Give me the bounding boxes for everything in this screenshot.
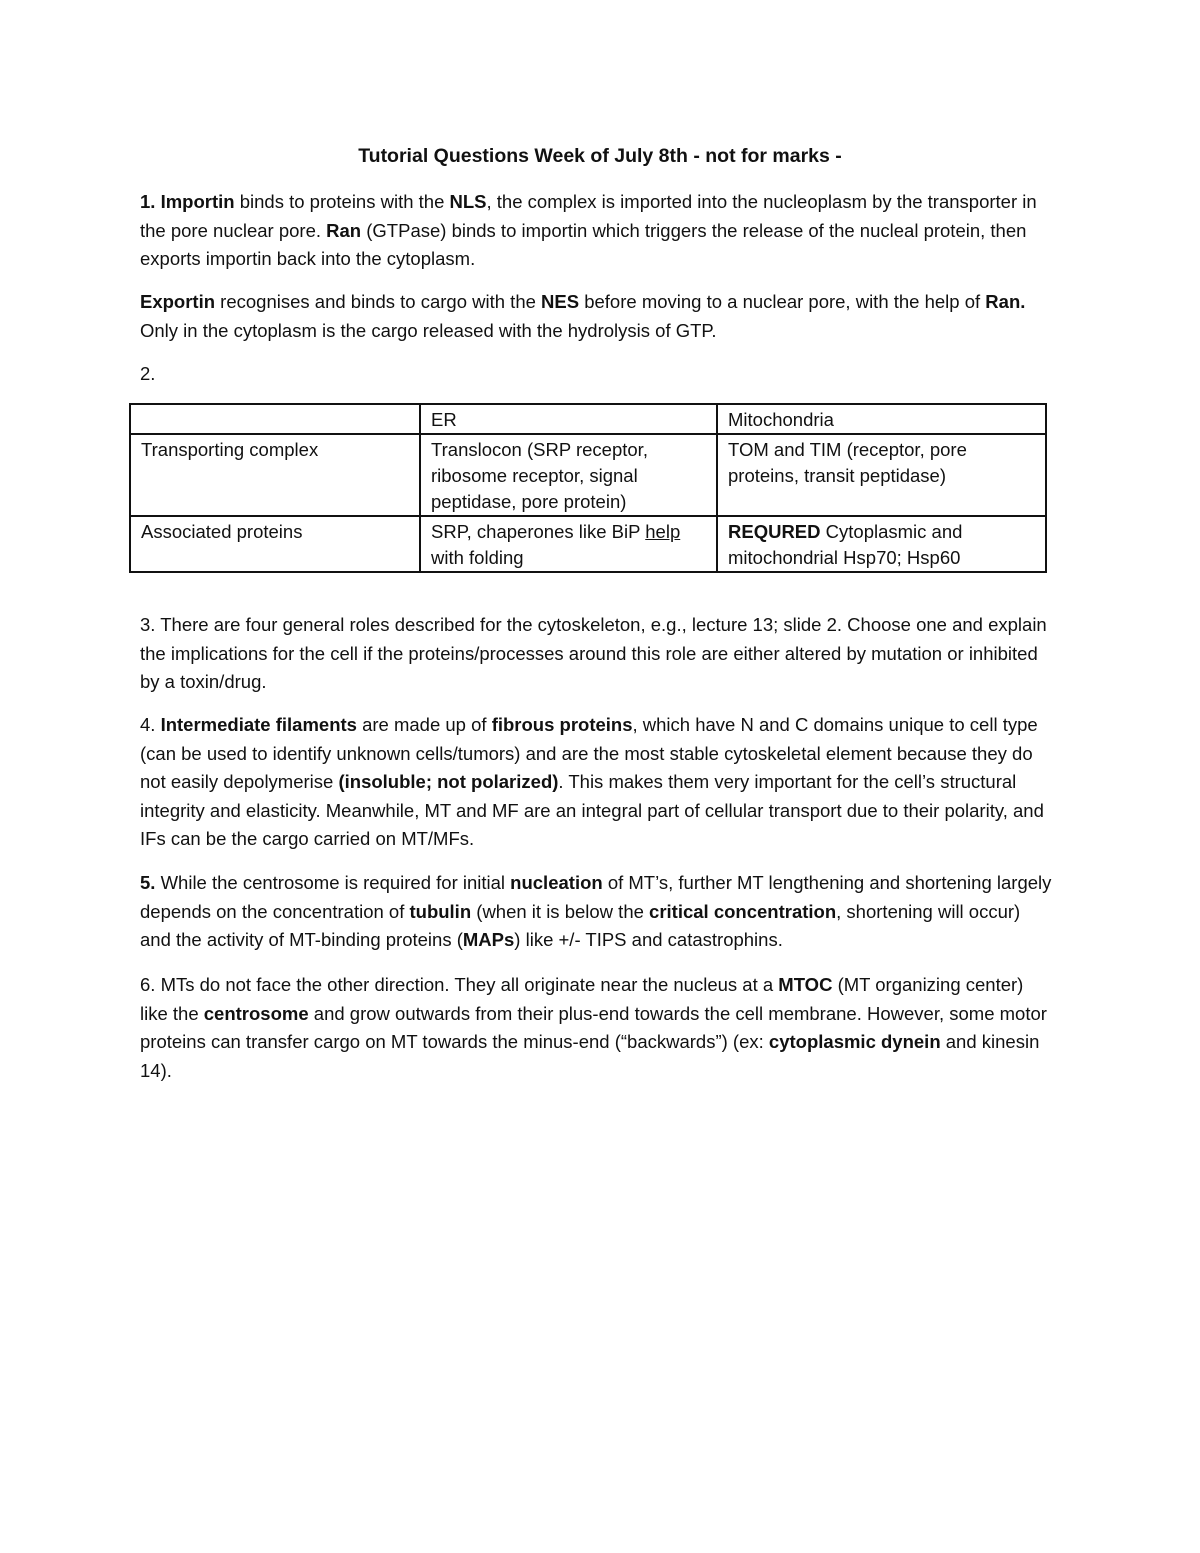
table-cell: REQURED Cytoplasmic and mitochondrial Hsp70; Hsp60: [717, 516, 1046, 572]
answer-5: 5. While the centrosome is required for initial nucleation of MT’s, further MT lengthening and shortening largely depends on the concentration of tubulin (when it is below the critical concentration, shortening will occur) and the activity of MT-binding proteins (MAPs) like +/- TIPS and catastrophins.: [140, 872, 1052, 951]
term-nls: NLS: [449, 191, 487, 212]
question-number: 6.: [140, 974, 156, 995]
term-exportin: Exportin: [140, 291, 216, 312]
table-cell: Translocon (SRP receptor, ribosome receptor, signal peptidase, pore protein): [420, 434, 717, 516]
answer-4: 4. Intermediate filaments are made up of fibrous proteins, which have N and C domains unique to cell type (can be used to identify unknown cells/tumors) and are the most stable cytoskeletal element because they do not easily depolymerise (insoluble; not polarized). This makes them very important for the cell’s structural integrity and elasticity. Meanwhile, MT and MF are an integral part of cellular transport due to their polarity, and IFs can be the cargo carried on MT/MFs.: [140, 714, 1044, 850]
question-number: 3.: [140, 614, 156, 635]
answer-1-importin: 1. Importin binds to proteins with the NLS, the complex is imported into the nucleoplasm by the transporter in the pore nuclear pore. Ran (GTPase) binds to importin which triggers the release of the nucleal protein, then exports importin back into the cytoplasm.: [140, 191, 1037, 270]
underlined-word: help: [645, 521, 681, 542]
table-row: [130, 434, 1046, 516]
answer-2-label: [140, 360, 1055, 389]
question-number: 5.: [140, 872, 156, 893]
question-number: 2.: [140, 363, 156, 384]
term-ran: Ran.: [985, 291, 1026, 312]
table-cell: TOM and TIM (receptor, pore proteins, transit peptidase): [717, 434, 1046, 516]
answer-3: 3. There are four general roles described for the cytoskeleton, e.g., lecture 13; slide 2. Choose one and explain the implications for the cell if the proteins/processes around this role are either altered by mutation or inhibited by a toxin/drug.: [140, 614, 1047, 693]
term-nes: NES: [541, 291, 580, 312]
table-cell: SRP, chaperones like BiP help with folding: [420, 516, 717, 572]
table-cell: [130, 404, 420, 434]
term-ran: Ran: [326, 219, 362, 241]
term-importin: Importin: [160, 191, 235, 212]
question-number: 4.: [140, 714, 156, 735]
question-number: 1.: [140, 191, 156, 212]
table-row-label: Associated proteins: [130, 516, 420, 572]
er-mitochondria-table: [129, 403, 1047, 573]
page-title: Tutorial Questions Week of July 8th - not for marks -: [358, 145, 842, 167]
table-row: [130, 516, 1046, 572]
answer-6: 6. MTs do not face the other direction. They all originate near the nucleus at a MTOC (MT organizing center) like the centrosome and grow outwards from their plus-end towards the cell membrane. However, some motor proteins can transfer cargo on MT towards the minus-end (“backwards”) (ex: cytoplasmic dynein and kinesin 14).: [140, 974, 1047, 1081]
table-header-mitochondria: Mitochondria: [717, 404, 1046, 434]
table-row-label: Transporting complex: [130, 434, 420, 516]
table-header-row: [130, 404, 1046, 434]
table-header-er: ER: [420, 404, 717, 434]
answer-1-exportin: Exportin recognises and binds to cargo with the NES before moving to a nuclear pore, with the help of Ran. Only in the cytoplasm is the cargo released with the hydrolysis of GTP.: [140, 291, 1026, 341]
